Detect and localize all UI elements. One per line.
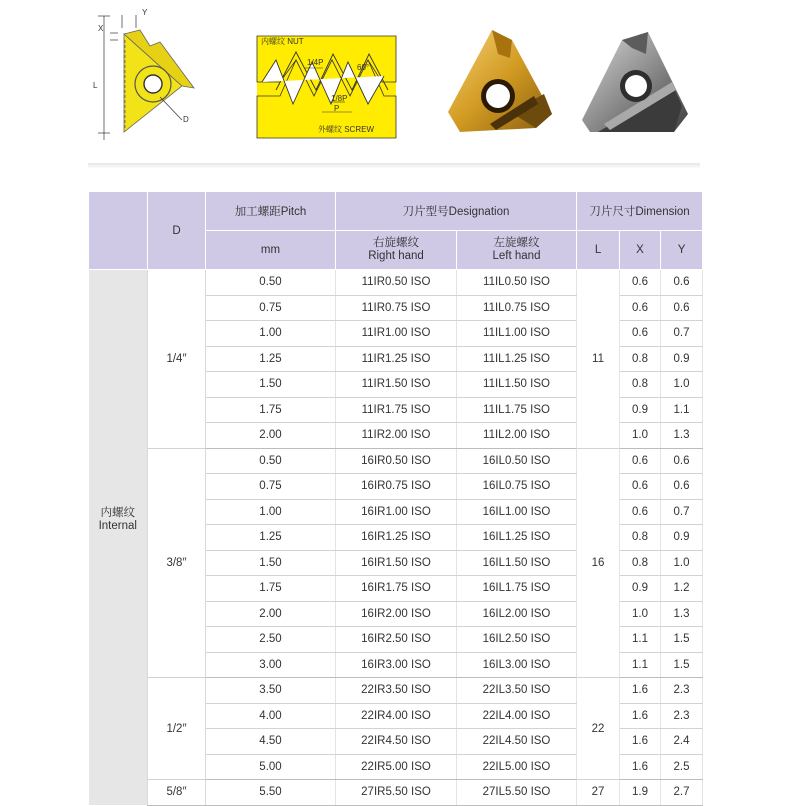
y-cell: 0.7 — [661, 499, 703, 525]
thread-type-cell — [89, 270, 148, 806]
left-hand-cell: 11IL1.75 ISO — [457, 397, 577, 423]
left-hand-cell: 16IL0.50 ISO — [457, 448, 577, 474]
product-illustration-band — [0, 0, 800, 190]
header-pitch-unit: mm — [206, 231, 336, 270]
left-hand-cell: 16IL3.00 ISO — [457, 652, 577, 678]
left-hand-cell: 11IL1.50 ISO — [457, 372, 577, 398]
table-row — [89, 448, 703, 474]
right-hand-cell: 16IR1.25 ISO — [336, 525, 457, 551]
pitch-cell: 1.75 — [206, 397, 336, 423]
thread-profile-diagram — [0, 0, 410, 150]
diameter-cell: 3/8″ — [148, 448, 206, 678]
pitch-cell: 4.50 — [206, 729, 336, 755]
right-hand-cell: 22IR4.00 ISO — [336, 703, 457, 729]
x-cell: 0.6 — [620, 295, 661, 321]
spec-table-body — [89, 270, 703, 806]
right-hand-cell: 16IR2.00 ISO — [336, 601, 457, 627]
label-y: Y — [142, 8, 148, 17]
thread-type-cn: 内螺纹 — [100, 506, 135, 519]
y-cell: 1.0 — [661, 372, 703, 398]
diameter-cell: 5/8″ — [148, 780, 206, 806]
silver-insert-photo — [578, 24, 690, 134]
pitch-cell: 5.00 — [206, 754, 336, 780]
divider-line — [88, 163, 700, 169]
pitch-cell: 4.00 — [206, 703, 336, 729]
y-cell: 1.1 — [661, 397, 703, 423]
left-hand-en: Left hand — [492, 250, 541, 262]
quarter-p-label: 1/4P — [307, 58, 324, 67]
table-row — [89, 678, 703, 704]
left-hand-cell: 11IL0.75 ISO — [457, 295, 577, 321]
right-hand-cell: 16IR0.50 ISO — [336, 448, 457, 474]
left-hand-cell: 11IL2.00 ISO — [457, 423, 577, 449]
pitch-cell: 5.50 — [206, 780, 336, 806]
right-hand-cell: 22IR5.00 ISO — [336, 754, 457, 780]
right-hand-cell: 16IR2.50 ISO — [336, 627, 457, 653]
y-cell: 1.2 — [661, 576, 703, 602]
right-hand-cell: 11IR0.75 ISO — [336, 295, 457, 321]
pitch-cell: 3.00 — [206, 652, 336, 678]
table-row — [89, 780, 703, 806]
x-cell: 1.1 — [620, 652, 661, 678]
right-hand-cell: 16IR1.00 ISO — [336, 499, 457, 525]
label-l: L — [93, 81, 98, 90]
left-hand-cell: 16IL1.00 ISO — [457, 499, 577, 525]
header-type-blank — [89, 192, 148, 270]
pitch-cell: 0.75 — [206, 474, 336, 500]
x-cell: 1.6 — [620, 678, 661, 704]
y-cell: 2.7 — [661, 780, 703, 806]
y-cell: 0.7 — [661, 321, 703, 347]
right-hand-cell: 11IR1.50 ISO — [336, 372, 457, 398]
pitch-cell: 1.25 — [206, 346, 336, 372]
header-y: Y — [661, 231, 703, 270]
y-cell: 2.3 — [661, 703, 703, 729]
right-hand-cell: 11IR2.00 ISO — [336, 423, 457, 449]
header-d: D — [148, 192, 206, 270]
x-cell: 0.8 — [620, 525, 661, 551]
left-hand-cell: 22IL3.50 ISO — [457, 678, 577, 704]
pitch-cell: 3.50 — [206, 678, 336, 704]
right-hand-cell: 16IR1.50 ISO — [336, 550, 457, 576]
pitch-cell: 0.50 — [206, 270, 336, 296]
pitch-cell: 1.75 — [206, 576, 336, 602]
y-cell: 2.3 — [661, 678, 703, 704]
pitch-cell: 1.00 — [206, 321, 336, 347]
right-hand-cell: 11IR1.00 ISO — [336, 321, 457, 347]
header-designation: 刀片型号Designation — [336, 192, 577, 231]
right-hand-cell: 22IR4.50 ISO — [336, 729, 457, 755]
left-hand-cell: 16IL1.75 ISO — [457, 576, 577, 602]
header-l: L — [577, 231, 620, 270]
header-right-hand — [336, 231, 457, 270]
left-hand-cell: 16IL1.50 ISO — [457, 550, 577, 576]
pitch-cell: 1.50 — [206, 550, 336, 576]
gold-insert-photo — [440, 24, 552, 134]
x-cell: 1.9 — [620, 780, 661, 806]
left-hand-cell: 16IL0.75 ISO — [457, 474, 577, 500]
y-cell: 0.9 — [661, 346, 703, 372]
pitch-cell: 2.50 — [206, 627, 336, 653]
right-hand-cell: 16IR3.00 ISO — [336, 652, 457, 678]
left-hand-cell: 11IL1.00 ISO — [457, 321, 577, 347]
x-cell: 1.0 — [620, 601, 661, 627]
right-hand-cell: 27IR5.50 ISO — [336, 780, 457, 806]
x-cell: 0.8 — [620, 346, 661, 372]
label-x: X — [98, 24, 104, 33]
right-hand-cell: 11IR0.50 ISO — [336, 270, 457, 296]
y-cell: 0.6 — [661, 270, 703, 296]
screw-label: 外螺纹 SCREW — [318, 125, 374, 134]
x-cell: 1.6 — [620, 703, 661, 729]
right-hand-cell: 22IR3.50 ISO — [336, 678, 457, 704]
left-hand-cell: 27IL5.50 ISO — [457, 780, 577, 806]
pitch-cell: 2.00 — [206, 601, 336, 627]
x-cell: 1.1 — [620, 627, 661, 653]
right-hand-cn: 右旋螺纹 — [373, 237, 419, 249]
right-hand-cell: 11IR1.75 ISO — [336, 397, 457, 423]
length-cell: 22 — [577, 678, 620, 780]
right-hand-cell: 16IR1.75 ISO — [336, 576, 457, 602]
pitch-cell: 2.00 — [206, 423, 336, 449]
x-cell: 1.6 — [620, 754, 661, 780]
y-cell: 1.0 — [661, 550, 703, 576]
left-hand-cell: 16IL2.00 ISO — [457, 601, 577, 627]
header-x: X — [620, 231, 661, 270]
left-hand-cell: 22IL5.00 ISO — [457, 754, 577, 780]
thread-type-en: Internal — [98, 519, 137, 532]
x-cell: 0.8 — [620, 550, 661, 576]
length-cell: 16 — [577, 448, 620, 678]
left-hand-cn: 左旋螺纹 — [493, 237, 540, 249]
angle-label: 60° — [357, 63, 370, 72]
left-hand-cell: 11IL1.25 ISO — [457, 346, 577, 372]
left-hand-cell: 11IL0.50 ISO — [457, 270, 577, 296]
x-cell: 0.6 — [620, 474, 661, 500]
x-cell: 0.6 — [620, 270, 661, 296]
y-cell: 1.5 — [661, 652, 703, 678]
diameter-cell: 1/2″ — [148, 678, 206, 780]
right-hand-en: Right hand — [368, 250, 424, 262]
left-hand-cell: 22IL4.00 ISO — [457, 703, 577, 729]
y-cell: 0.9 — [661, 525, 703, 551]
eighth-p-label: 1/8P — [331, 94, 348, 103]
left-hand-cell: 16IL1.25 ISO — [457, 525, 577, 551]
insert-spec-table — [88, 191, 703, 806]
y-cell: 2.4 — [661, 729, 703, 755]
x-cell: 0.6 — [620, 321, 661, 347]
pitch-cell: 1.00 — [206, 499, 336, 525]
x-cell: 0.6 — [620, 448, 661, 474]
p-label: P — [334, 104, 340, 113]
x-cell: 0.9 — [620, 576, 661, 602]
header-pitch: 加工螺距Pitch — [206, 192, 336, 231]
y-cell: 0.6 — [661, 448, 703, 474]
y-cell: 1.3 — [661, 601, 703, 627]
x-cell: 1.0 — [620, 423, 661, 449]
pitch-cell: 0.75 — [206, 295, 336, 321]
y-cell: 0.6 — [661, 474, 703, 500]
pitch-cell: 1.25 — [206, 525, 336, 551]
y-cell: 0.6 — [661, 295, 703, 321]
nut-label: 内螺纹 NUT — [261, 37, 304, 46]
pitch-cell: 1.50 — [206, 372, 336, 398]
x-cell: 0.8 — [620, 372, 661, 398]
right-hand-cell: 11IR1.25 ISO — [336, 346, 457, 372]
table-row — [89, 270, 703, 296]
diameter-cell: 1/4″ — [148, 270, 206, 449]
left-hand-cell: 22IL4.50 ISO — [457, 729, 577, 755]
header-left-hand — [457, 231, 577, 270]
x-cell: 1.6 — [620, 729, 661, 755]
y-cell: 1.5 — [661, 627, 703, 653]
header-dimension: 刀片尺寸Dimension — [577, 192, 703, 231]
right-hand-cell: 16IR0.75 ISO — [336, 474, 457, 500]
length-cell: 27 — [577, 780, 620, 806]
left-hand-cell: 16IL2.50 ISO — [457, 627, 577, 653]
label-d: D — [183, 115, 189, 124]
x-cell: 0.6 — [620, 499, 661, 525]
x-cell: 0.9 — [620, 397, 661, 423]
length-cell: 11 — [577, 270, 620, 449]
pitch-cell: 0.50 — [206, 448, 336, 474]
y-cell: 1.3 — [661, 423, 703, 449]
y-cell: 2.5 — [661, 754, 703, 780]
